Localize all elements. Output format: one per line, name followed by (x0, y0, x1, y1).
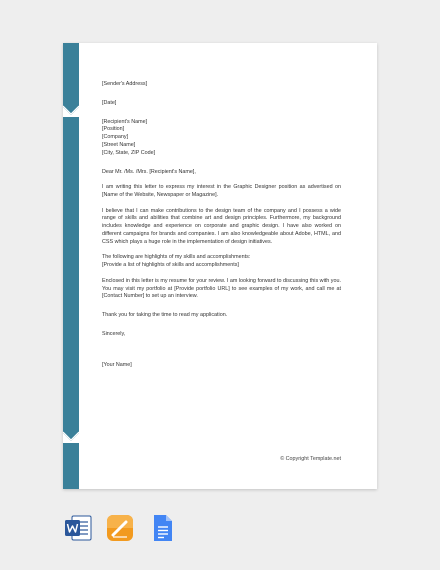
format-icons (63, 513, 177, 543)
letter-page (63, 43, 377, 489)
paragraph-skills: I believe that I can make contributions to the design team of the company and I possess a wide range of skills and abilities that combine art and design principles. Furthermore, my background includes knowledge and experience on corporate and graphic design. I have also worked on different campaigns for brands and companies. I am also knowledgeable about Adobe, HTML, and CSS which plays a huge role in the implementation of design initiatives. (102, 207, 341, 245)
letter-body (102, 81, 341, 370)
highlights-intro: The following are highlights of my skills and accomplishments: (102, 254, 251, 261)
chevron-down-icon (63, 421, 79, 443)
closing: Sincerely, (102, 330, 126, 337)
google-docs-icon[interactable] (147, 513, 177, 543)
recipient-company: [Company] (102, 134, 129, 141)
recipient-position: [Position] (102, 126, 125, 133)
letter-date: [Date] (102, 99, 117, 106)
salutation: Dear Mr. /Ms. /Mrs. [Recipient's Name], (102, 168, 196, 175)
sender-address: [Sender's Address] (102, 81, 148, 87)
signature-name: [Your Name] (102, 361, 132, 368)
recipient-street: [Street Name] (102, 141, 136, 148)
copyright-text: © Copyright Template.net (280, 456, 341, 462)
chevron-down-icon (63, 95, 79, 117)
word-icon[interactable] (63, 513, 93, 543)
thanks-line: Thank you for taking the time to read my application. (102, 312, 228, 319)
paragraph-enclosure: Enclosed in this letter is my resume for your review. I am looking forward to discussing this with you. You may visit my portfolio at [Provide portfolio URL] to see examples of my work, and call me at [Contact Number] to set up an interview. (102, 277, 341, 300)
highlights-placeholder: [Provide a list of highlights of skills and accomplishments] (102, 262, 239, 269)
recipient-name: [Recipient's Name] (102, 118, 148, 125)
paragraph-intro: I am writing this letter to express my interest in the Graphic Designer position as advertised on [Name of the Website, Newspaper or Magazine]. (102, 184, 341, 198)
pages-icon[interactable] (105, 513, 135, 543)
recipient-city: [City, State, ZIP Code] (102, 149, 156, 156)
